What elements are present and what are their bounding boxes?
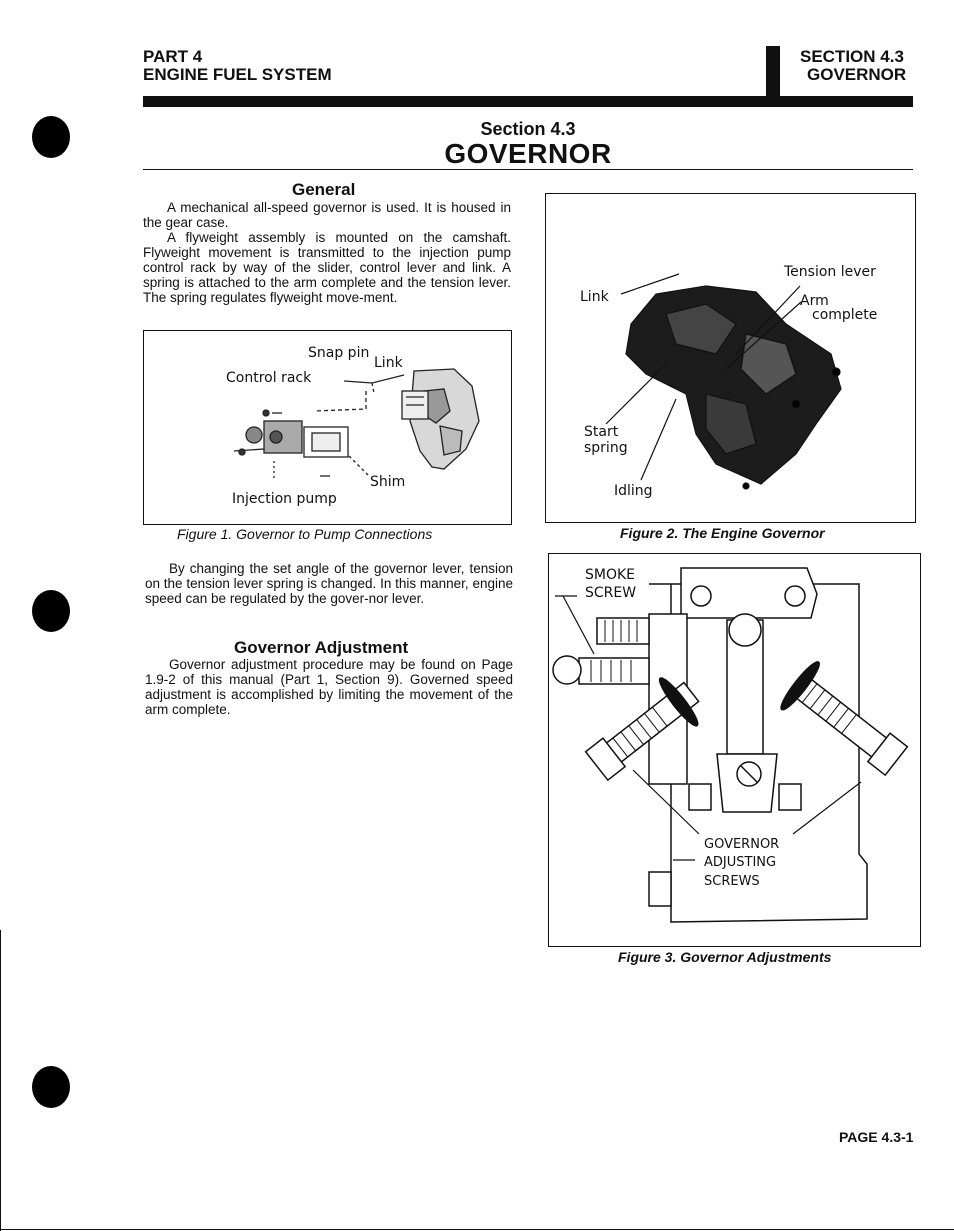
- figure-2: [545, 193, 916, 523]
- governor-lever-text: [145, 561, 513, 606]
- adjustment-heading: Governor Adjustment: [234, 638, 409, 657]
- general-text: [143, 200, 511, 305]
- label-link: Link: [374, 355, 403, 371]
- header-rule: [143, 96, 913, 107]
- figure-3: [548, 553, 921, 947]
- label-shim: Shim: [370, 474, 406, 490]
- label-spring: spring: [584, 440, 628, 456]
- figure-3-caption: Figure 3. Governor Adjustments: [618, 949, 832, 965]
- adjustment-paragraph: Governor adjustment procedure may be found on Page 1.9-2 of this manual (Part 1, Section 9). Governed speed adjustment is accomplished by limiting the movement of the arm complete.: [145, 657, 513, 717]
- label-arm: Arm: [800, 293, 829, 309]
- label-governor: GOVERNOR: [704, 837, 780, 852]
- section-subtitle: Section 4.3: [480, 119, 576, 139]
- binder-hole: [32, 1066, 70, 1108]
- label-smoke: SMOKE: [585, 567, 636, 583]
- figure-2-illustration: [546, 194, 915, 522]
- page-number: PAGE 4.3-1: [839, 1129, 914, 1145]
- label-control-rack: Control rack: [226, 370, 312, 386]
- scan-edge-bottom: [0, 1229, 954, 1230]
- binder-hole: [32, 590, 70, 632]
- label-idling: Idling: [614, 483, 653, 499]
- label-injection-pump: Injection pump: [232, 491, 337, 507]
- page-title: GOVERNOR: [444, 138, 612, 169]
- general-paragraph-1: A mechanical all-speed governor is used. It is housed in the gear case.: [143, 200, 511, 230]
- figure-1: [143, 330, 512, 525]
- section-title: GOVERNOR: [807, 65, 907, 84]
- label-snap-pin: Snap pin: [308, 345, 370, 361]
- section-label: SECTION 4.3: [800, 47, 904, 66]
- label-screw: SCREW: [585, 585, 637, 601]
- label-adjusting: ADJUSTING: [704, 855, 777, 870]
- label-complete: complete: [812, 307, 878, 323]
- scan-edge-left: [0, 930, 1, 1231]
- general-heading: General: [292, 180, 356, 199]
- general-paragraph-2: A flyweight assembly is mounted on the camshaft. Flyweight movement is transmitted to the injection pump control rack by way of the slider, control lever and link. A spring is attached to the arm complete and the tension lever. The spring regulates flyweight move-ment.: [143, 230, 511, 305]
- governor-lever-paragraph: By changing the set angle of the governor lever, tension on the tension lever spring is changed. In this manner, engine speed can be regulated by the gover-nor lever.: [145, 561, 513, 606]
- part-label: PART 4: [143, 47, 203, 66]
- title-rule: [143, 169, 913, 170]
- label-start: Start: [584, 424, 619, 440]
- label-screws: SCREWS: [704, 874, 760, 889]
- adjustment-text: [145, 657, 513, 717]
- figure-1-caption: Figure 1. Governor to Pump Connections: [177, 526, 433, 542]
- label-tension-lever: Tension lever: [784, 264, 876, 280]
- label-link: Link: [580, 289, 609, 305]
- figure-2-caption: Figure 2. The Engine Governor: [620, 525, 825, 541]
- part-title: ENGINE FUEL SYSTEM: [143, 65, 332, 84]
